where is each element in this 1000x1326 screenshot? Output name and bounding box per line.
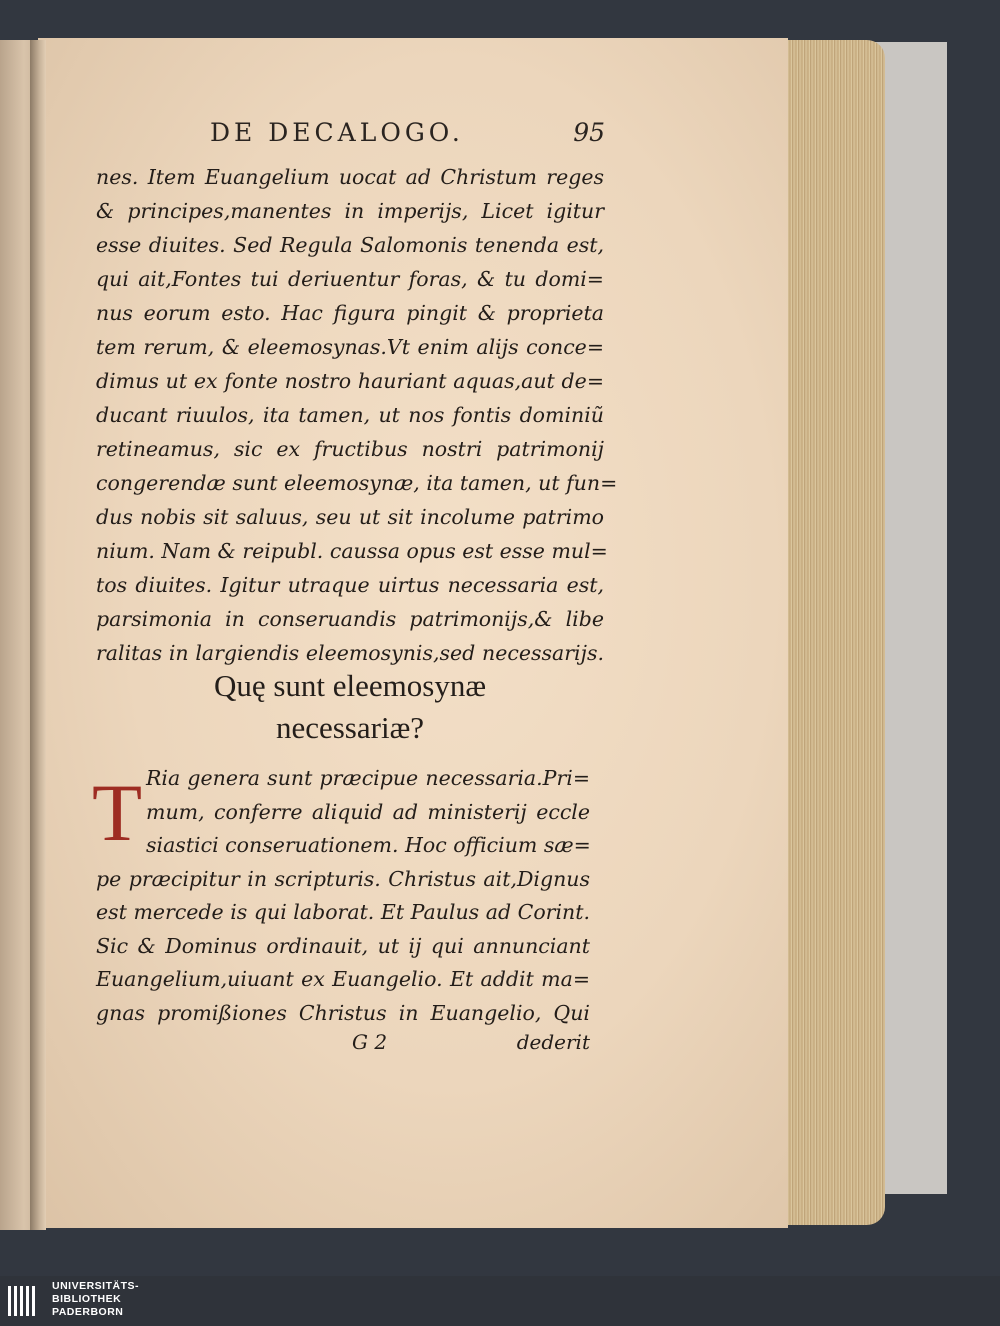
body-text: [96, 160, 618, 670]
text-line: ralitas in largiendis eleemosynis,sed necessarijs.: [96, 641, 604, 665]
text-line: esse diuites. Sed Regula Salomonis tenenda est,: [96, 233, 604, 257]
logo-line: BIBLIOTHEK: [52, 1293, 122, 1305]
heading-line: necessariæ?: [275, 710, 425, 745]
text-line: Ria genera sunt præcipue necessaria.Pri=: [146, 766, 590, 790]
text-line: nes. Item Euangelium uocat ad Christum reges: [96, 165, 604, 189]
text-line: qui ait,Fontes tui deriuentur foras, & tu domi=: [96, 267, 604, 291]
running-header: [210, 118, 605, 152]
running-title: DE DECALOGO.: [210, 118, 464, 147]
text-line: Sic & Dominus ordinauit, ut ij qui annunciant: [96, 933, 590, 958]
text-line: est mercede is qui laborat. Et Paulus ad Corint.: [96, 900, 590, 924]
logo-line: UNIVERSITÄTS-: [52, 1280, 140, 1292]
page-number: 95: [573, 118, 605, 147]
library-logo-text: [52, 1280, 139, 1319]
text-line: dimus ut ex fonte nostro hauriant aquas,aut de=: [96, 369, 604, 393]
section-heading: [150, 665, 550, 749]
text-line: tos diuites. Igitur utraque uirtus necessaria est,: [96, 573, 604, 597]
text-line: & principes,manentes in imperijs, Licet igitur: [96, 199, 604, 223]
text-line: congerendæ sunt eleemosynæ, ita tamen, ut fun=: [96, 471, 618, 495]
text-line: nium. Nam & reipubl. caussa opus est esse mul=: [96, 539, 608, 563]
text-line: dus nobis sit saluus, seu ut sit incolume patrimo: [96, 505, 604, 529]
page-fore-edges: [780, 40, 885, 1225]
heading-line: Quę sunt eleemosynæ: [213, 668, 487, 703]
text-line: tem rerum, & eleemosynas.Vt enim alijs conce=: [96, 335, 604, 359]
text-line: retineamus, sic ex fructibus nostri patrimonij: [96, 437, 604, 461]
text-line: ducant riuulos, ita tamen, ut nos fontis dominiũ: [96, 403, 604, 427]
text-line: pe præcipitur in scripturis. Christus ait,Dignus: [96, 866, 590, 891]
section-text: [96, 762, 590, 1030]
book-gutter: [30, 40, 46, 1230]
text-line: mum, conferre aliquid ad ministerij eccle: [146, 799, 590, 824]
text-line: Euangelium,uiuant ex Euangelio. Et addit ma=: [96, 967, 590, 991]
text-line: gnas promißiones Christus in Euangelio, Qui: [96, 1000, 590, 1025]
text-line: nus eorum esto. Hac figura pingit & proprieta: [96, 301, 604, 325]
text-line: parsimonia in conseruandis patrimonijs,& libe: [96, 607, 604, 631]
drop-cap: T: [92, 767, 143, 858]
library-logo-bar: [0, 1276, 1000, 1326]
logo-line: PADERBORN: [52, 1306, 124, 1318]
catchword: dederit: [516, 1030, 590, 1054]
library-logo-icon: [6, 1282, 44, 1320]
page-footer: [340, 1030, 590, 1060]
text-line: siastici conseruationem. Hoc officium sæ=: [146, 833, 591, 857]
signature-mark: G 2: [352, 1030, 388, 1054]
